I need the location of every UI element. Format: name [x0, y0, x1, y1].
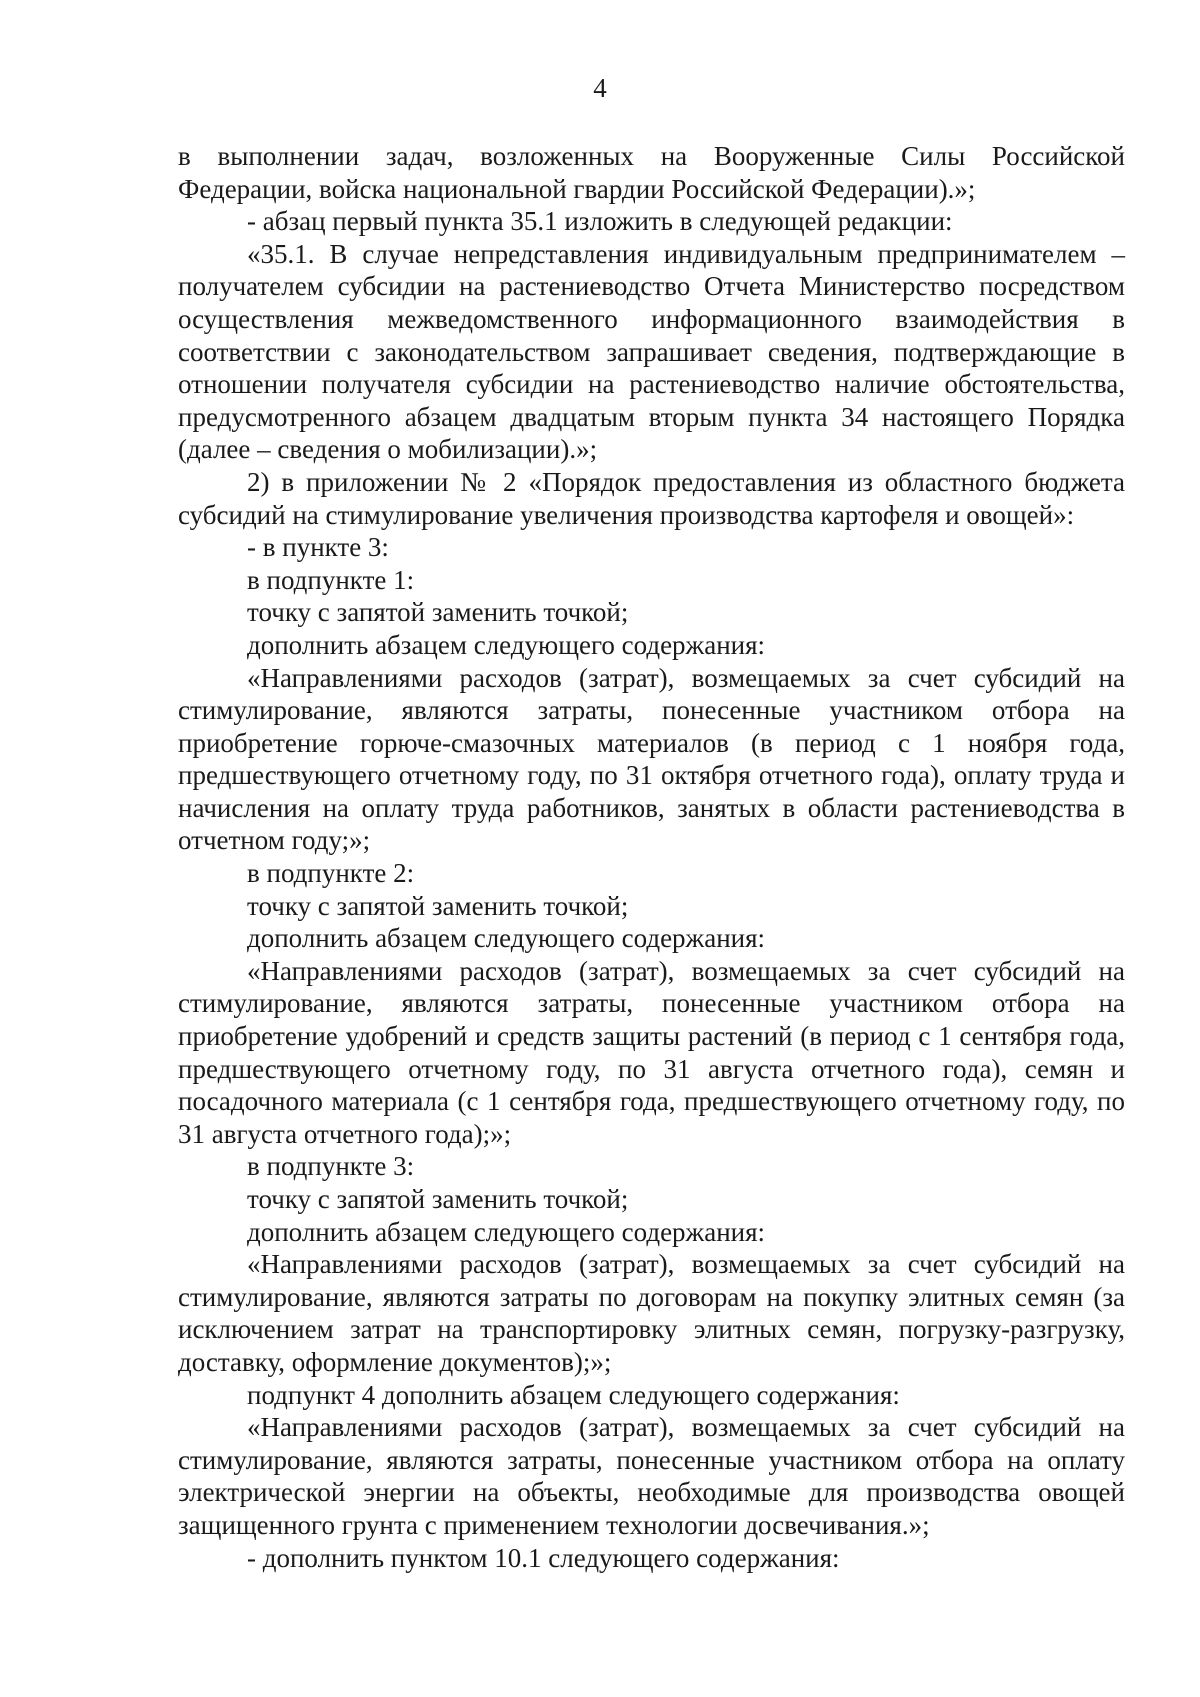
page-number: 4 [593, 73, 607, 103]
paragraph: «35.1. В случае непредставления индивидуальным предпринимателем – получателем субсидии на растениеводство Отчета Министерство посредством осуществления межведомственного информационного взаимодействия в соответствии с законодательством запрашивает сведения, подтверждающие в отношении получателя субсидии на растениеводство наличие обстоятельства, предусмотренного абзацем двадцатым вторым пункта 34 настоящего Порядка (далее – сведения о мобилизации).»; [178, 238, 1125, 465]
paragraph: в подпункте 1: [247, 564, 415, 595]
paragraph: - дополнить пунктом 10.1 следующего содержания: [247, 1542, 840, 1573]
paragraph: - в пункте 3: [247, 532, 389, 563]
document-body [178, 140, 1125, 1574]
paragraph: точку с запятой заменить точкой; [247, 1184, 629, 1214]
paragraph: «Направлениями расходов (затрат), возмещаемых за счет субсидий на стимулирование, являются затраты, понесенные участником отбора на оплату электрической энергии на объекты, необходимые для производства овощей защищенного грунта с применением технологии досвечивания.»; [178, 1412, 1125, 1540]
paragraph: «Направлениями расходов (затрат), возмещаемых за счет субсидий на стимулирование, являются затраты, понесенные участником отбора на приобретение горюче-смазочных материалов (в период с 1 ноября года, предшествующего отчетному году, по 31 октября отчетного года), оплату труда и начисления на оплату труда работников, занятых в области растениеводства в отчетном году;»; [178, 662, 1125, 856]
paragraph: - абзац первый пункта 35.1 изложить в следующей редакции: [247, 206, 953, 237]
paragraph: «Направлениями расходов (затрат), возмещаемых за счет субсидий на стимулирование, являются затраты по договорам на покупку элитных семян (за исключением затрат на транспортировку элитных семян, погрузку-разгрузку, доставку, оформление документов);»; [178, 1249, 1125, 1377]
paragraph: точку с запятой заменить точкой; [247, 597, 629, 628]
paragraph: дополнить абзацем следующего содержания: [247, 629, 766, 660]
paragraph: «Направлениями расходов (затрат), возмещаемых за счет субсидий на стимулирование, являются затраты, понесенные участником отбора на приобретение удобрений и средств защиты растений (в период с 1 сентября года, предшествующего отчетному году, по 31 августа отчетного года), семян и посадочного материала (с 1 сентября года, предшествующего отчетному году, по 31 августа отчетного года);»; [178, 955, 1125, 1149]
paragraph: в выполнении задач, возложенных на Вооруженные Силы Российской Федерации, войска национальной гвардии Российской Федерации).»; [178, 141, 1125, 204]
paragraph: подпункт 4 дополнить абзацем следующего содержания: [247, 1379, 900, 1410]
paragraph: в подпункте 2: [247, 858, 415, 889]
paragraph: точку с запятой заменить точкой; [247, 890, 629, 921]
paragraph: 2) в приложении № 2 «Порядок предоставления из областного бюджета субсидий на стимулирование увеличения производства картофеля и овощей»: [178, 466, 1125, 530]
paragraph: в подпункте 3: [247, 1151, 415, 1182]
paragraph: дополнить абзацем следующего содержания: [247, 1216, 766, 1247]
paragraph: дополнить абзацем следующего содержания: [247, 923, 766, 954]
